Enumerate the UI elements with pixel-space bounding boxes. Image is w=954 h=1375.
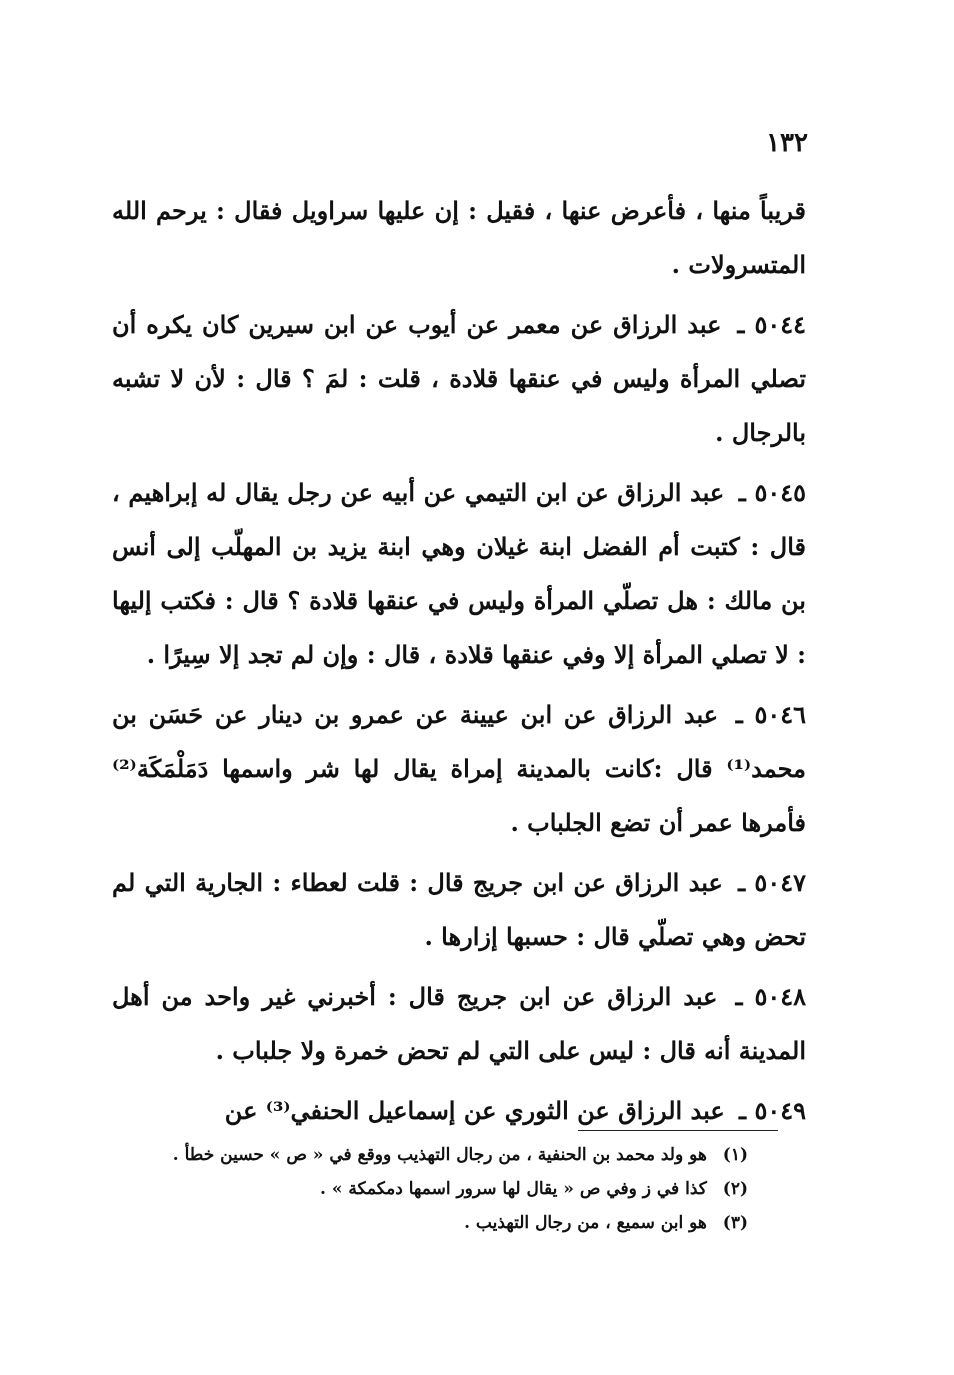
paragraph-text: عبد الرزاق عن ابن عيينة عن عمرو بن دينار عن حَسَن بن محمد⁽¹⁾ قال :كانت بالمدينة إمراة يقال لها شر واسمها دَمَلْمَكَة⁽²⁾ فأمرها عمر أن تضع الجلباب .	[112, 700, 806, 837]
hadith-5047	[112, 856, 806, 964]
footnote-1	[112, 1138, 748, 1172]
hadith-number: ٥٠٤٤ ـ	[737, 310, 806, 339]
hadith-number: ٥٠٤٨ ـ	[735, 982, 806, 1011]
paragraph-text: عبد الرزاق عن ابن التيمي عن أبيه عن رجل يقال له إبراهيم ، قال : كتبت أم الفضل ابنة غيلان وهي ابنة يزيد بن المهلّب إلى أنس بن مالك : هل تصلّي المرأة وليس في عنقها قلادة ؟ قال : فكتب إليها : لا تصلي المرأة إلا وفي عنقها قلادة ، قال : وإن لم تجد إلا سِيرًا .	[112, 478, 806, 669]
main-text	[112, 184, 806, 1144]
footnotes	[112, 1138, 748, 1240]
paragraph-text: عبد الرزاق عن معمر عن أيوب عن ابن سيرين كان يكره أن تصلي المرأة وليس في عنقها قلادة ، قلت : لمَ ؟ قال : لأن لا تشبه بالرجال .	[112, 310, 806, 447]
footnote-3	[112, 1206, 748, 1240]
footnote-text: كذا في ز وفي ص « يقال لها سرور اسمها دمكمكة » .	[320, 1179, 707, 1199]
paragraph-continuation	[112, 184, 806, 292]
hadith-5048	[112, 970, 806, 1078]
hadith-5045	[112, 466, 806, 682]
footnote-2	[112, 1172, 748, 1206]
hadith-5046	[112, 688, 806, 850]
hadith-5044	[112, 298, 806, 460]
paragraph-text: قريباً منها ، فأعرض عنها ، فقيل : إن عليها سراويل فقال : يرحم الله المتسرولات .	[112, 196, 806, 279]
footnote-text: هو ابن سميع ، من رجال التهذيب .	[464, 1213, 707, 1233]
hadith-number: ٥٠٤٥ ـ	[738, 478, 806, 507]
footnote-label: (١)	[722, 1145, 748, 1165]
paragraph-text: عبد الرزاق عن الثوري عن إسماعيل الحنفي⁽³⁾ عن	[224, 1096, 725, 1125]
hadith-number: ٥٠٤٩ ـ	[739, 1096, 806, 1125]
footnote-divider	[578, 1130, 778, 1131]
page-number: ١٣٢	[766, 128, 808, 158]
footnote-label: (٣)	[722, 1213, 748, 1233]
footnote-label: (٢)	[722, 1179, 748, 1199]
paragraph-text: عبد الرزاق عن ابن جريج قال : أخبرني غير واحد من أهل المدينة أنه قال : ليس على التي لم تحض خمرة ولا جلباب .	[112, 982, 806, 1065]
paragraph-text: عبد الرزاق عن ابن جريج قال : قلت لعطاء : الجارية التي لم تحض وهي تصلّي قال : حسبها إزارها .	[112, 868, 806, 951]
hadith-number: ٥٠٤٦ ـ	[735, 700, 806, 729]
hadith-number: ٥٠٤٧ ـ	[738, 868, 806, 897]
footnote-text: هو ولد محمد بن الحنفية ، من رجال التهذيب ووقع في « ص » حسين خطأ .	[172, 1145, 707, 1165]
